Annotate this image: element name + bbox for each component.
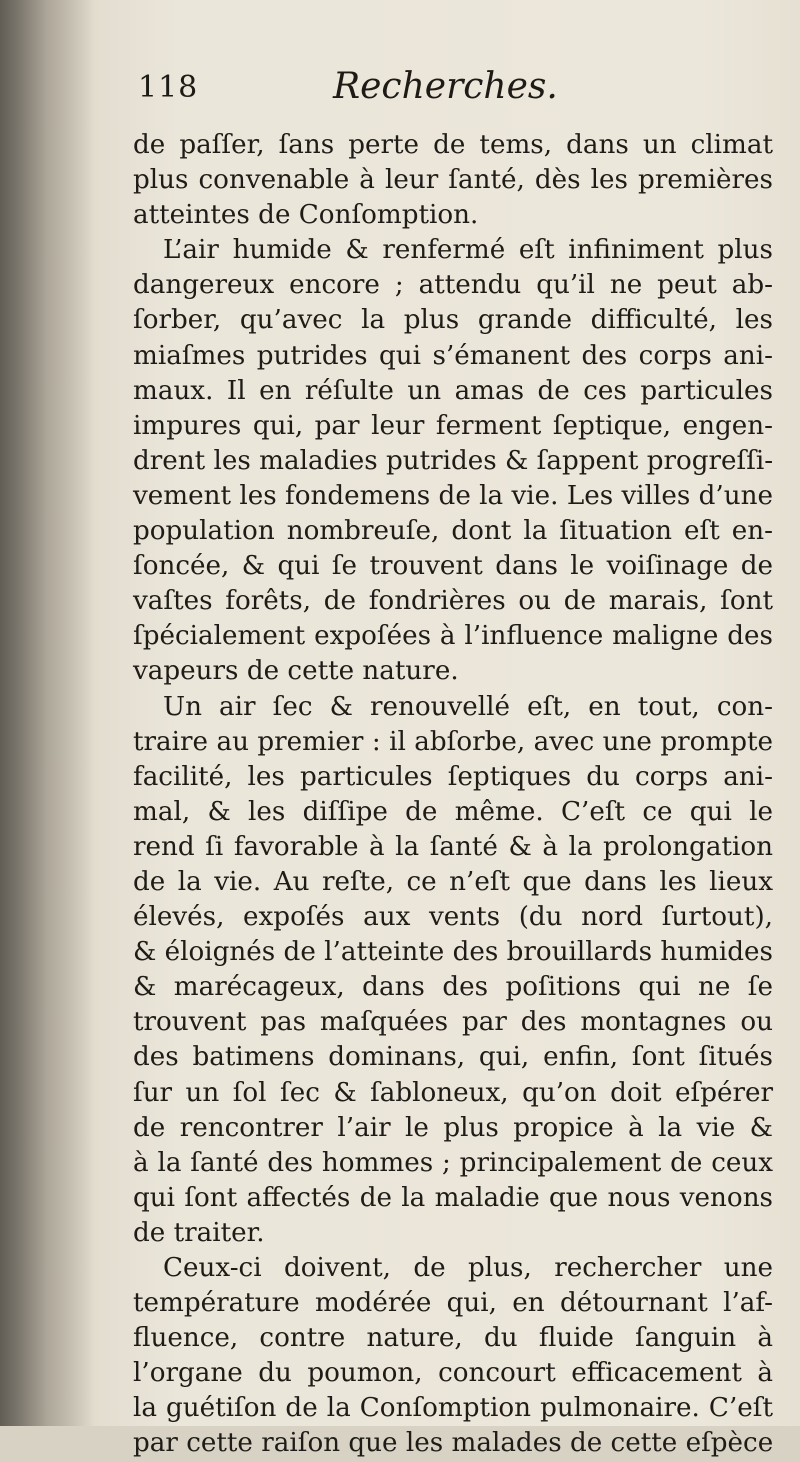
text-line: Ceux-ci doivent, de plus, rechercher une <box>163 1253 773 1283</box>
text-line: vement les fondemens de la vie. Les villes d’une <box>133 480 773 511</box>
text-line: facilité, les particules ſeptiques du corps ani- <box>133 761 773 792</box>
text-line: drent les maladies putrides & ſappent progreſſi- <box>133 445 774 476</box>
page-header <box>138 62 778 122</box>
text-line: de rencontrer l’air le plus propice à la vie & <box>133 1112 773 1143</box>
text-line: de traiter. <box>133 1217 265 1248</box>
text-line: ſpécialement expoſées à l’influence maligne des <box>133 621 773 652</box>
text-line: ſur un ſol ſec & ſabloneux, qu’on doit eſpérer <box>133 1077 773 1108</box>
text-line: par cette raiſon que les malades de cette eſpèce <box>133 1428 774 1459</box>
text-line: population nombreuſe, dont la ſituation eſt en- <box>133 516 773 547</box>
text-line: de paſſer, ſans perte de tems, dans un climat <box>133 130 773 160</box>
page-gutter-shadow <box>0 0 95 1426</box>
text-line: ſorber, qu’avec la plus grande difficulté, les <box>133 305 773 336</box>
text-line: traire au premier : il abſorbe, avec une prompte <box>133 726 773 757</box>
text-line: vaſtes forêts, de fondrières ou de marais, ſont <box>133 586 773 617</box>
body-text <box>133 128 773 1462</box>
text-line: dangereux encore ; attendu qu’il ne peut ab- <box>133 270 773 301</box>
text-line: plus convenable à leur ſanté, dès les premières <box>133 165 773 196</box>
text-line: maux. Il en réſulte un amas de ces particules <box>133 375 773 406</box>
text-line: température modérée qui, en détournant l’af- <box>133 1288 773 1319</box>
text-line: des batimens dominans, qui, enfin, ſont ſitués <box>133 1042 773 1073</box>
text-line: Un air ſec & renouvellé eſt, en tout, con- <box>163 691 773 722</box>
text-line: la guétiſon de la Conſomption pulmonaire. C’eſt <box>133 1393 773 1424</box>
text-line: miaſmes putrides qui s’émanent des corps ani- <box>133 340 773 371</box>
page-number: 118 <box>138 70 199 105</box>
text-line: rend ſi favorable à la ſanté & à la prolongation <box>133 831 773 862</box>
text-line: atteintes de Conſomption. <box>133 200 479 231</box>
text-line: ſoncée, & qui ſe trouvent dans le voiſinage de <box>133 551 773 582</box>
text-line: & marécageux, dans des poſitions qui ne ſe <box>133 972 773 1003</box>
text-line: de la vie. Au reſte, ce n’eſt que dans les lieux <box>133 866 773 897</box>
text-line: impures qui, par leur ferment ſeptique, engen- <box>133 410 773 441</box>
text-line: élevés, expoſés aux vents (du nord ſurtout), <box>133 902 773 933</box>
text-line: qui ſont affectés de la maladie que nous venons <box>133 1182 773 1213</box>
text-line: fluence, contre nature, du fluide ſanguin à <box>133 1323 773 1354</box>
text-line: trouvent pas maſquées par des montagnes ou <box>133 1007 773 1038</box>
text-line: l’organe du poumon, concourt efficacement à <box>133 1358 773 1389</box>
text-line: L’air humide & renfermé eſt infiniment plus <box>163 235 773 266</box>
text-line: mal, & les diſſipe de même. C’eſt ce qui le <box>133 796 773 827</box>
text-line: à la ſanté des hommes ; principalement de ceux <box>133 1147 773 1178</box>
text-line: vapeurs de cette nature. <box>133 656 459 687</box>
text-line: & éloignés de l’atteinte des brouillards humides <box>133 937 773 968</box>
running-title: Recherches. <box>333 66 558 107</box>
